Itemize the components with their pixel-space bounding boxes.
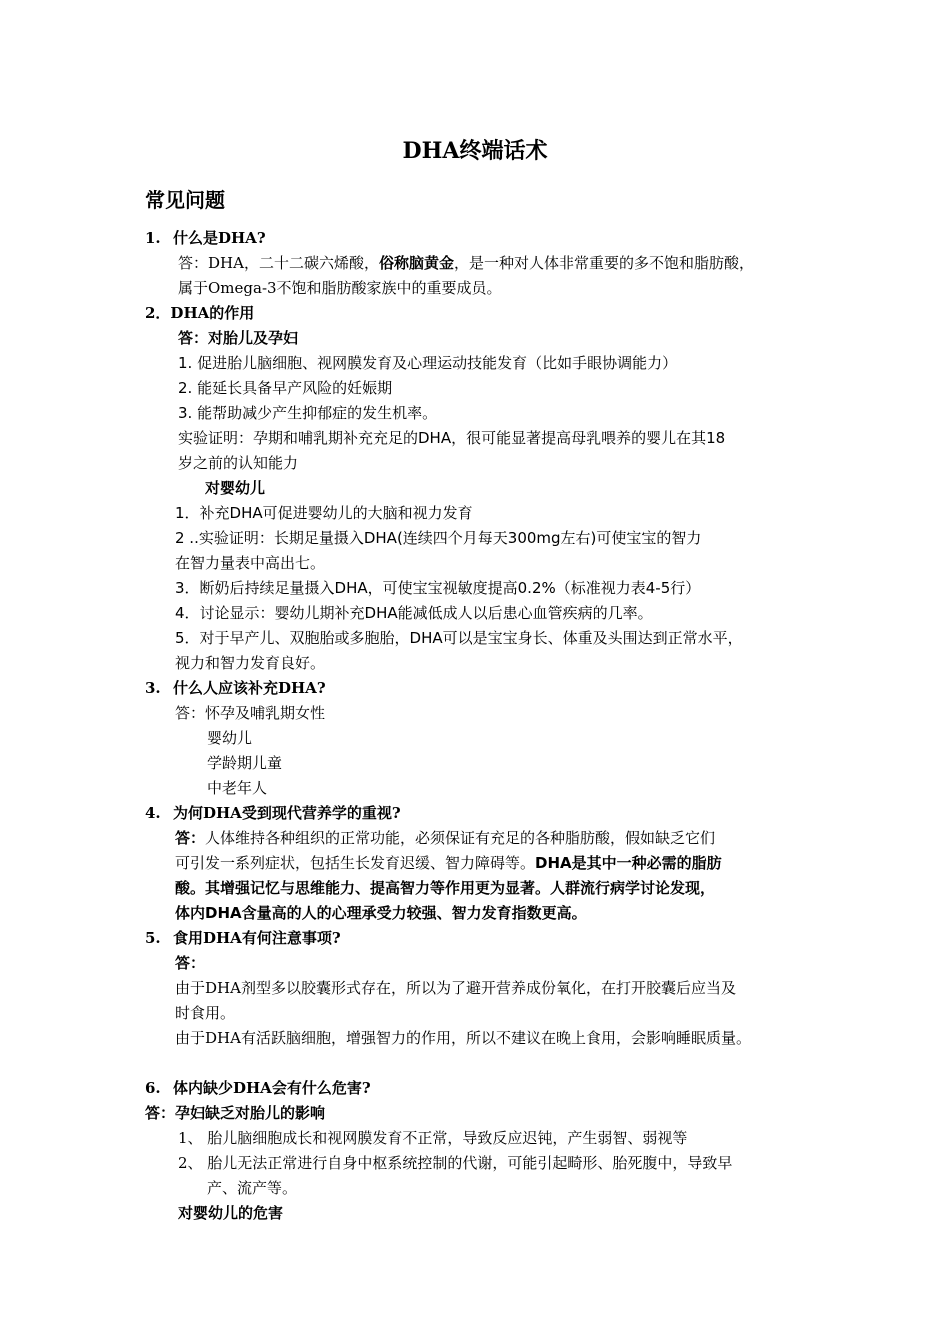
q4-answer-line1 <box>175 828 715 848</box>
q4-question: 为何DHA受到现代营养学的重视? <box>173 804 401 822</box>
q4-answer-line4: 体内DHA含量高的人的心理承受力较强、智力发育指数更高。 <box>175 904 587 922</box>
q6-sub-fetus: 答：孕妇缺乏对胎儿的影响 <box>145 1104 326 1122</box>
document-title: DHA终端话术 <box>402 138 548 164</box>
q3-item: 中老年人 <box>207 779 268 797</box>
q4-answer-line3: 酸。其增强记忆与思维能力、提高智力等作用更为显著。人群流行病学讨论发现， <box>175 879 716 897</box>
q2-experiment-line2: 岁之前的认知能力 <box>178 454 299 472</box>
q3-item: 婴幼儿 <box>207 729 253 747</box>
q1-answer-pre: 答：DHA，二十二碳六烯酸， <box>178 254 379 272</box>
q1-answer-line2: 属于Omega-3不饱和脂肪酸家族中的重要成员。 <box>178 279 502 297</box>
q2-infant-item: 2 ..实验证明：长期足量摄入DHA(连续四个月每天300mg左右)可使宝宝的智力 <box>175 529 702 547</box>
q3-item: 学龄期儿童 <box>207 754 283 772</box>
q6-item: 2、 胎儿无法正常进行自身中枢系统控制的代谢，可能引起畸形、胎死腹中，导致早 <box>178 1154 733 1172</box>
q1-number: 1. <box>145 229 161 247</box>
q4-answer-label: 答： <box>175 829 206 847</box>
q2-sub-fetus: 答：对胎儿及孕妇 <box>178 329 299 347</box>
q1-answer-line1 <box>178 253 754 273</box>
q2-sub-infant: 对婴幼儿 <box>205 479 266 497</box>
q6-sub-infant: 对婴幼儿的危害 <box>178 1204 284 1222</box>
q2-infant-item: 5．对于早产儿、双胞胎或多胞胎，DHA可以是宝宝身长、体重及头围达到正常水平， <box>175 629 743 647</box>
q5-answer-line3: 由于DHA有活跃脑细胞，增强智力的作用，所以不建议在晚上食用，会影响睡眠质量。 <box>175 1029 751 1047</box>
q3-answer: 答：怀孕及哺乳期女性 <box>175 704 326 722</box>
q6-question: 体内缺少DHA会有什么危害? <box>173 1079 371 1097</box>
q2-item: 3. 能帮助减少产生抑郁症的发生机率。 <box>178 404 438 422</box>
q6-item: 1、 胎儿脑细胞成长和视网膜发育不正常，导致反应迟钝，产生弱智、弱视等 <box>178 1129 688 1147</box>
q2-infant-item: 3．断奶后持续足量摄入DHA，可使宝宝视敏度提高0.2%（标准视力表4-5行） <box>175 579 701 597</box>
q5-answer-line1: 由于DHA剂型多以胶囊形式存在，所以为了避开营养成份氧化，在打开胶囊后应当及 <box>175 979 736 997</box>
q2-infant-item: 4．讨论显示：婴幼儿期补充DHA能减低成人以后患心血管疾病的几率。 <box>175 604 653 622</box>
q5-question: 食用DHA有何注意事项? <box>173 929 341 947</box>
q4-answer-text: 人体维持各种组织的正常功能，必须保证有充足的各种脂肪酸，假如缺乏它们 <box>205 829 716 847</box>
q1-answer-post: ，是一种对人体非常重要的多不饱和脂肪酸， <box>453 254 754 272</box>
q2-infant-item: 在智力量表中高出七。 <box>175 554 326 572</box>
q2-heading: 2．DHA的作用 <box>145 304 255 322</box>
q1-answer-bold: 俗称脑黄金 <box>378 254 454 272</box>
q1-question: 什么是DHA? <box>173 229 266 247</box>
q2-item: 2. 能延长具备早产风险的妊娠期 <box>178 379 393 397</box>
q5-answer-line2: 时食用。 <box>175 1004 236 1022</box>
section-heading: 常见问题 <box>145 188 225 212</box>
q4-number: 4. <box>145 804 161 822</box>
q2-infant-item: 视力和智力发育良好。 <box>175 654 326 672</box>
q5-number: 5. <box>145 929 161 947</box>
q4-answer-bold: DHA是其中一种必需的脂肪 <box>535 854 722 872</box>
q6-item-cont: 产、流产等。 <box>207 1179 298 1197</box>
q6-number: 6. <box>145 1079 161 1097</box>
q3-question: 什么人应该补充DHA? <box>173 679 326 697</box>
q2-infant-item: 1．补充DHA可促进婴幼儿的大脑和视力发育 <box>175 504 473 522</box>
q4-answer-line2 <box>175 853 722 873</box>
q2-experiment-line1: 实验证明：孕期和哺乳期补充充足的DHA，很可能显著提高母乳喂养的婴儿在其18 <box>178 429 726 447</box>
q3-number: 3. <box>145 679 161 697</box>
q2-item: 1. 促进胎儿脑细胞、视网膜发育及心理运动技能发育（比如手眼协调能力） <box>178 354 678 372</box>
q5-answer-label: 答： <box>175 954 206 972</box>
q4-answer-text: 可引发一系列症状，包括生长发育迟缓、智力障碍等。 <box>175 854 536 872</box>
